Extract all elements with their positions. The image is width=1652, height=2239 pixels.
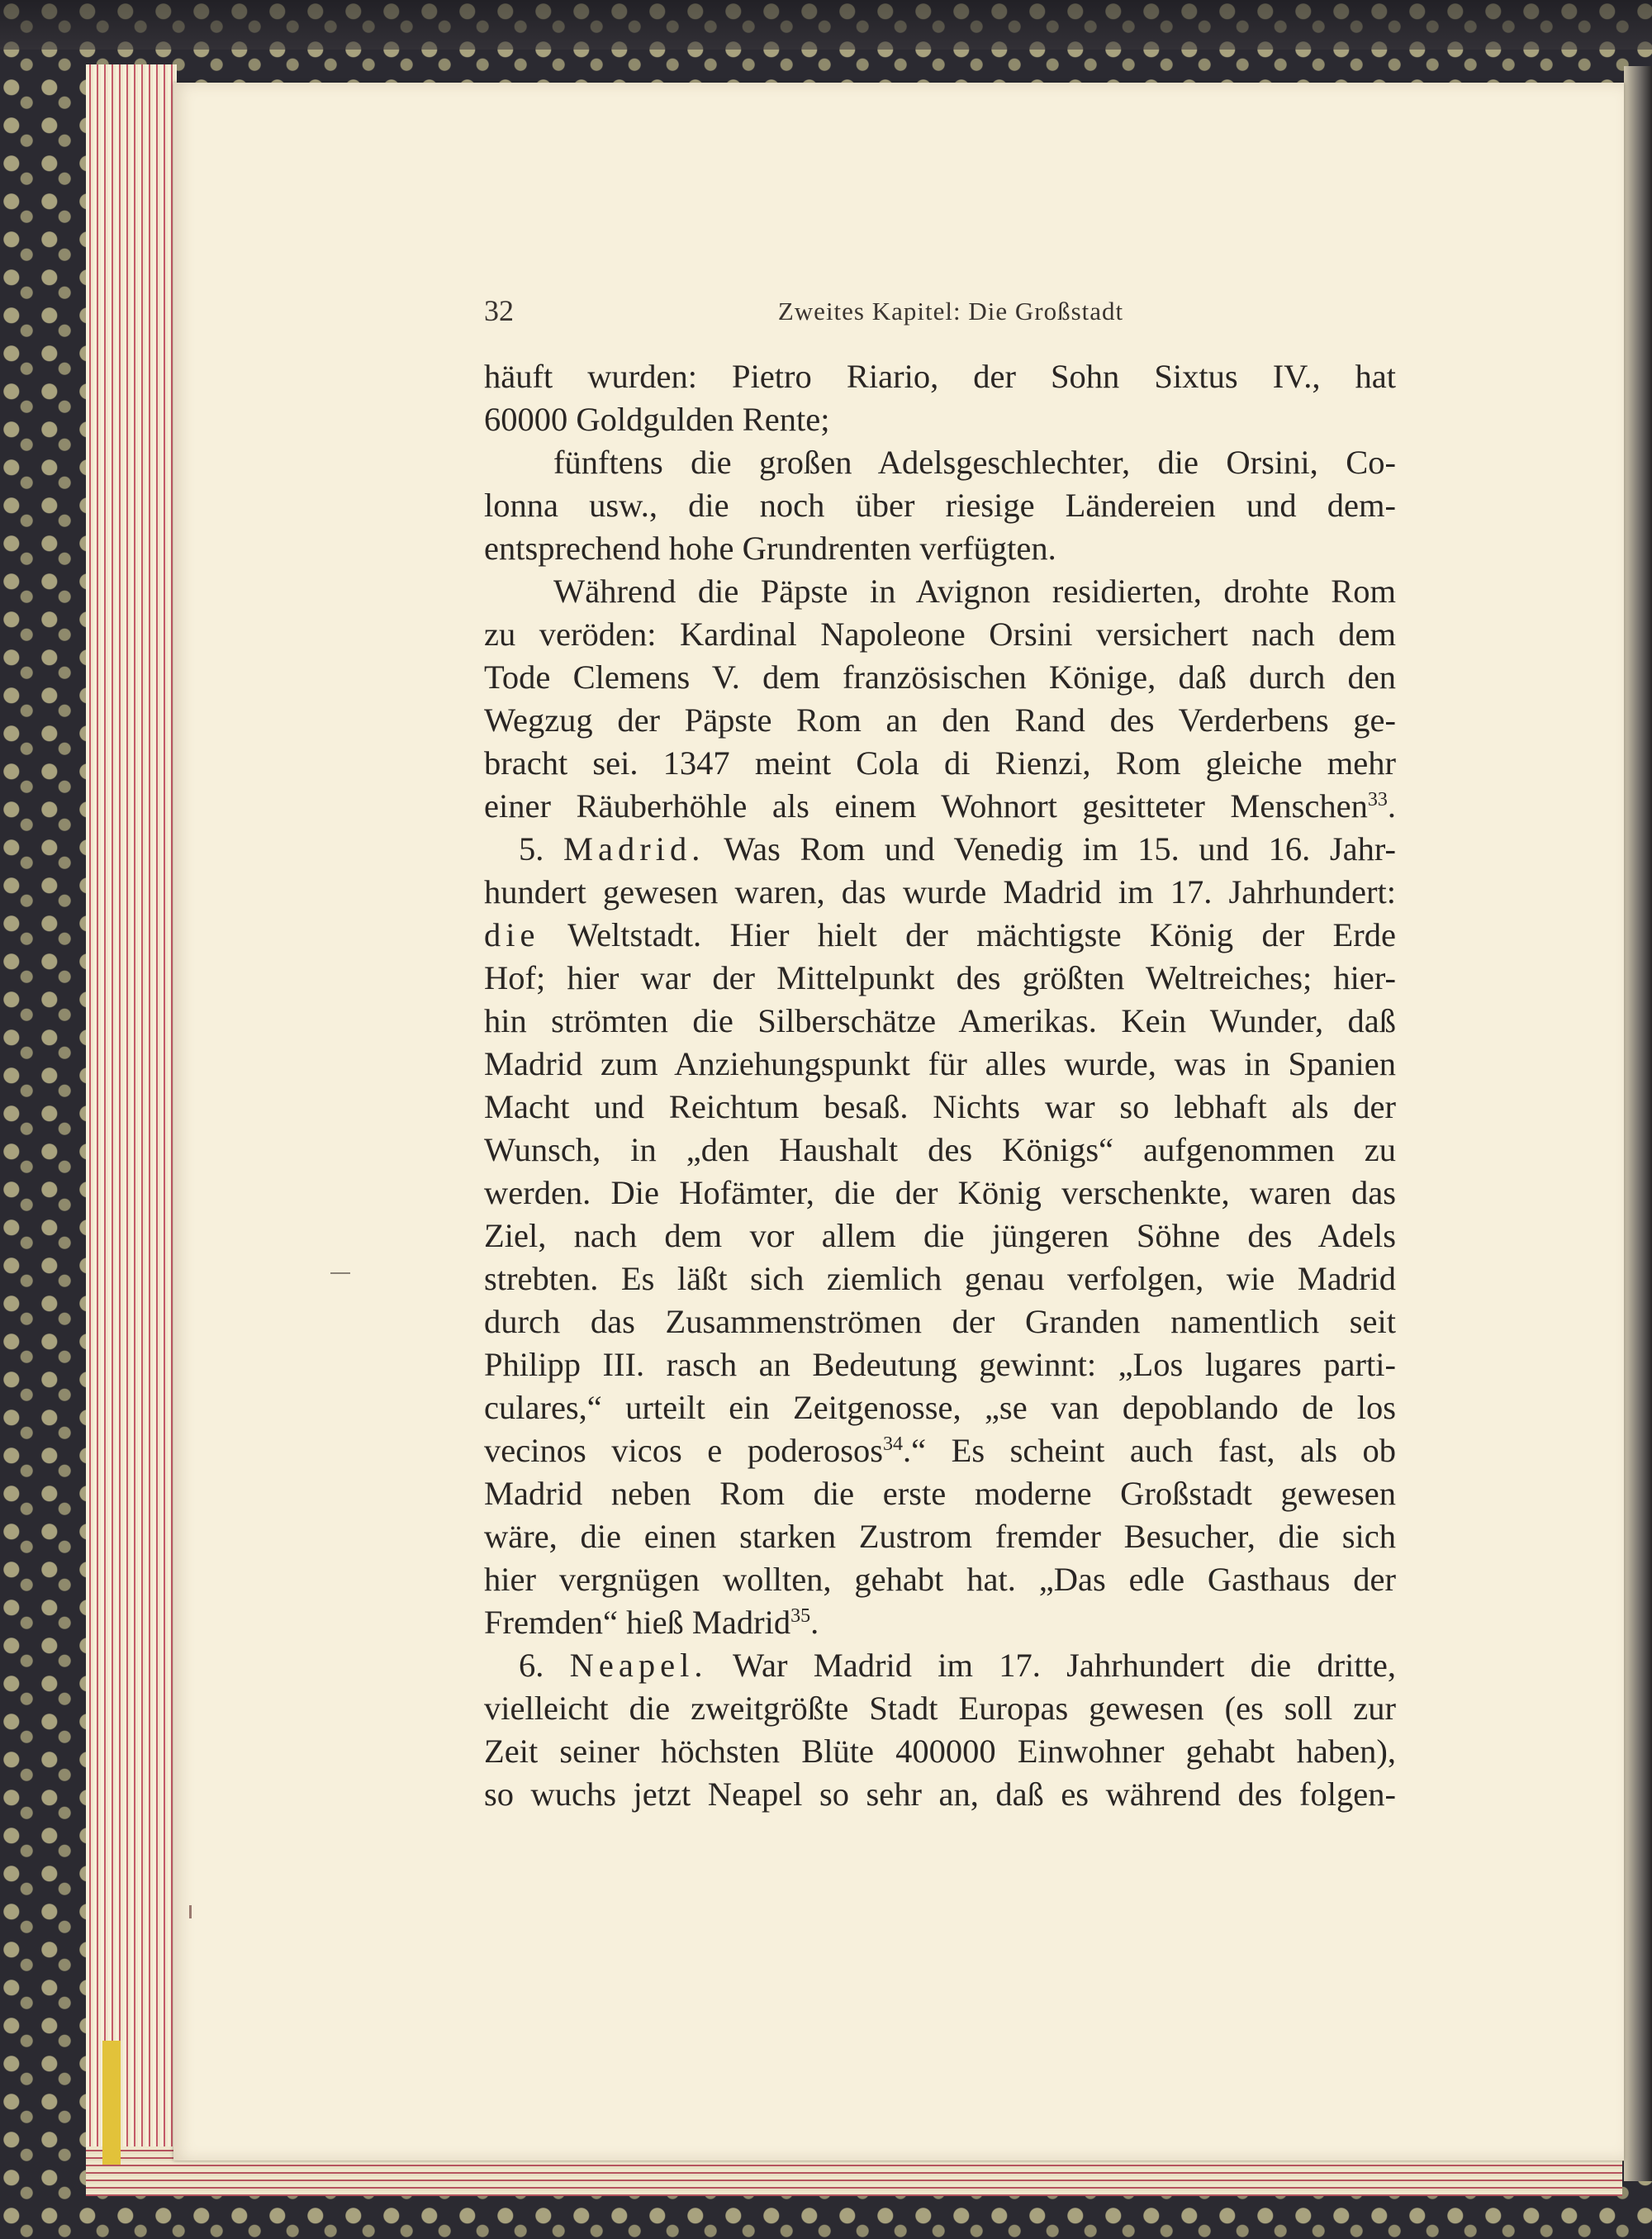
text-line: Wegzug der Päpste Rom an den Rand des Verderbens ge- [484,701,1396,739]
footnote-ref: 35 [790,1605,811,1627]
emphasis: die [484,916,540,953]
text-line: culares,“ urteilt ein Zeitgenosse, „se van depoblando de los [484,1389,1396,1426]
text-line: fünftens die großen Adelsgeschlechter, die Orsini, Co- [553,444,1396,481]
text-line [484,785,1396,828]
text-line: bracht sei. 1347 meint Cola di Rienzi, Rom gleiche mehr [484,744,1396,782]
text-run: Fremden“ hieß Madrid [484,1604,791,1641]
footnote-ref: 34 [883,1433,903,1455]
text-line: strebten. Es läßt sich ziemlich genau verfolgen, wie Madrid [484,1260,1396,1297]
body-text [484,355,1396,1816]
text-line: vielleicht die zweitgrößte Stadt Europas gewesen (es soll zur [484,1690,1396,1727]
chapter-title: Zweites Kapitel: Die Großstadt [777,297,1124,326]
page-edges-left [86,64,177,2146]
section-heading: Neapel. [569,1647,708,1684]
text-run: Weltstadt. Hier hielt der mächtigste König der Erde [567,916,1396,953]
text-run: Was Rom und Venedig im 15. und 16. Jahr- [724,830,1396,868]
text-line: hier vergnügen wollten, gehabt hat. „Das edle Gasthaus der [484,1561,1396,1598]
text-line: Wunsch, in „den Haushalt des Königs“ aufgenommen zu [484,1131,1396,1168]
text-run: . [1387,787,1396,825]
text-line [484,1601,1396,1644]
text-line: 60000 Goldgulden Rente; [484,401,830,438]
bookmark-tab [102,2041,121,2165]
section-number: 6. [519,1647,544,1684]
margin-mark [330,1272,350,1274]
section-number: 5. [519,830,544,868]
facing-page-edge [1624,66,1652,2181]
page-number: 32 [484,294,514,327]
margin-mark [189,1905,192,1918]
text-run: . [810,1604,819,1641]
cover-top-edge [0,0,1652,50]
text-line: hundert gewesen waren, das wurde Madrid im 17. Jahrhundert: [484,873,1396,910]
text-run: vecinos vicos e poderosos [484,1432,883,1469]
footnote-ref: 33 [1367,789,1388,811]
text-line: lonna usw., die noch über riesige Ländereien und dem- [484,487,1396,524]
text-line: so wuchs jetzt Neapel so sehr an, daß es während des folgen- [484,1776,1396,1813]
text-line: Madrid zum Anziehungspunkt für alles wurde, was in Spanien [484,1045,1396,1082]
text-line: hin strömten die Silberschätze Amerikas. Kein Wunder, daß [484,1002,1396,1039]
text-line: Philipp III. rasch an Bedeutung gewinnt: „Los lugares parti- [484,1346,1396,1383]
text-run: War Madrid im 17. Jahrhundert die dritte, [733,1647,1396,1684]
text-line: durch das Zusammenströmen der Granden namentlich seit [484,1303,1396,1340]
text-line: Zeit seiner höchsten Blüte 400000 Einwohner gehabt haben), [484,1733,1396,1770]
text-line: zu veröden: Kardinal Napoleone Orsini versichert nach dem [484,616,1396,653]
text-line [484,914,1396,957]
text-line: Hof; hier war der Mittelpunkt des größten Weltreiches; hier- [484,959,1396,996]
text-line: Madrid neben Rom die erste moderne Großstadt gewesen [484,1475,1396,1512]
text-line [484,1644,1396,1687]
text-line: wäre, die einen starken Zustrom fremder Besucher, die sich [484,1518,1396,1555]
text-line: häuft wurden: Pietro Riario, der Sohn Sixtus IV., hat [484,358,1396,395]
text-line [484,828,1396,871]
text-line [484,1429,1396,1472]
text-line: Tode Clemens V. dem französischen Könige, daß durch den [484,658,1396,696]
text-line: Macht und Reichtum besaß. Nichts war so lebhaft als der [484,1088,1396,1125]
section-heading: Madrid. [563,830,705,868]
running-head [484,293,1393,335]
text-run: einer Räuberhöhle als einem Wohnort gesitteter Menschen [484,787,1368,825]
text-run: .“ Es scheint auch fast, als ob [903,1432,1396,1469]
text-line: Ziel, nach dem vor allem die jüngeren Söhne des Adels [484,1217,1396,1254]
text-line: entsprechend hohe Grundrenten verfügten. [484,530,1056,567]
text-line: werden. Die Hofämter, die der König verschenkte, waren das [484,1174,1396,1211]
text-line: Während die Päpste in Avignon residierten, drohte Rom [553,573,1396,610]
